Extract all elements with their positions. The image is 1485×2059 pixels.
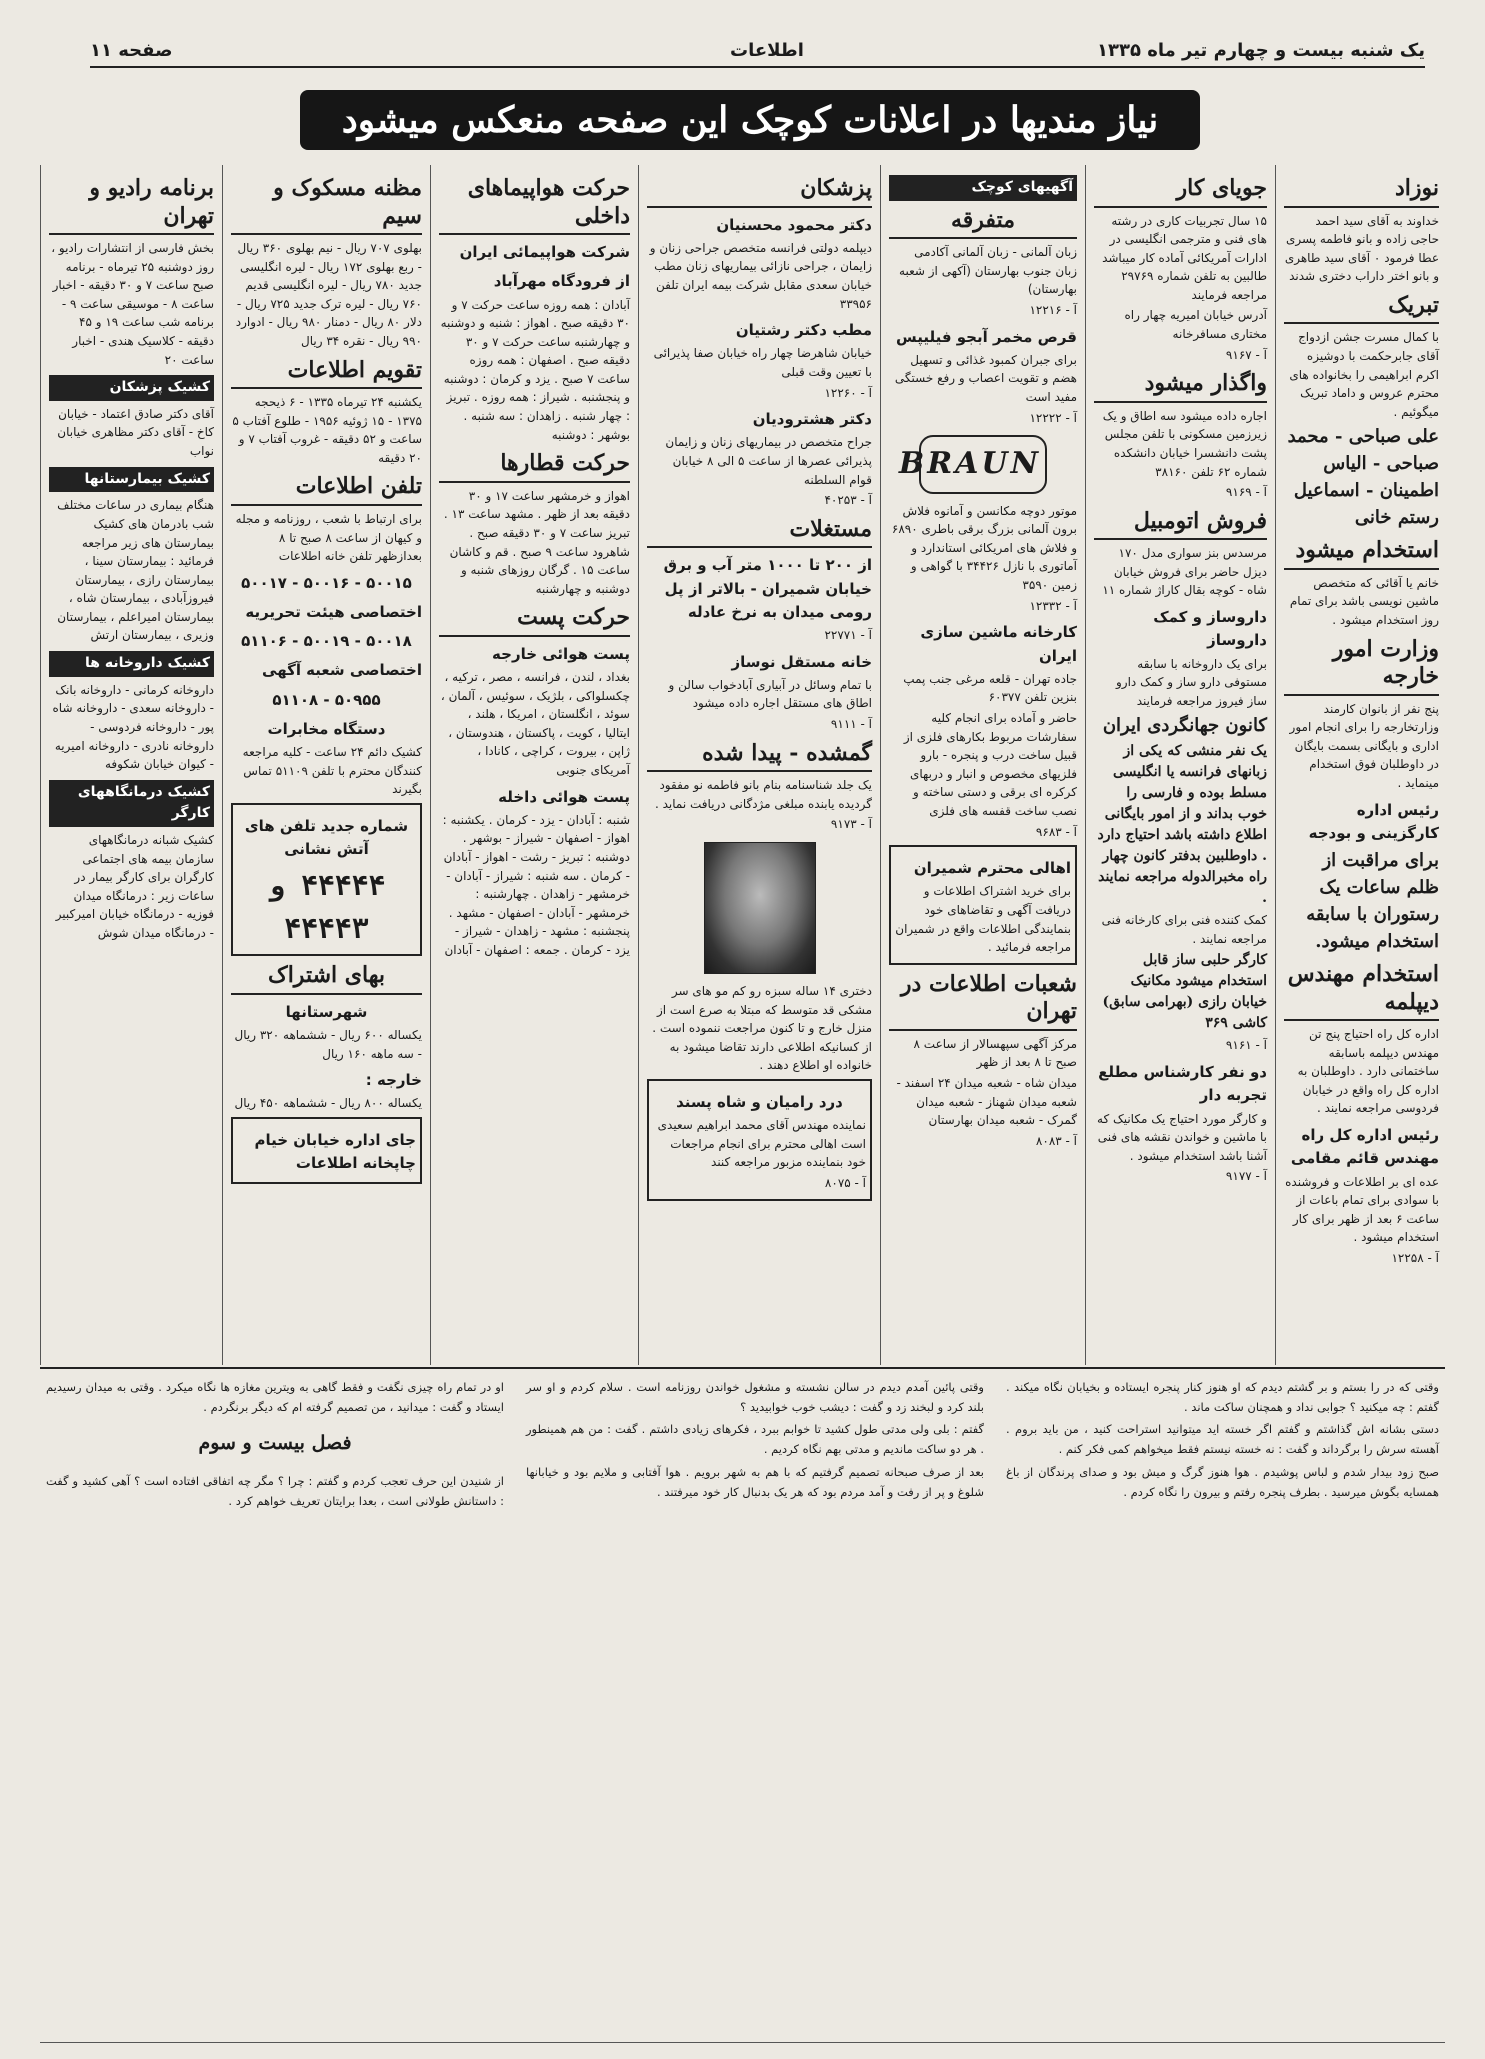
congratulations-text: با کمال مسرت جشن ازدواج آقای جابرحکمت با دوشیزه اکرم ابراهیمی را بخانواده های محترم عروس و داماد تبریک میگوئیم . <box>1289 330 1439 419</box>
column-1 <box>1275 165 1447 1365</box>
ads-branch-label: اختصاصی شعبه آگهی <box>262 661 422 680</box>
story-paragraph: از شنیدن این حرف تعجب کردم و گفتم : چرا ؟ مگر چه اتفاقی افتاده است ؟ آهی کشید و گفت : داستانش طولانی است ، بعدا برایتان تعریف خواهم کرد . <box>46 1473 504 1508</box>
ref-code: آ - ۹۱۷۳ <box>830 817 872 832</box>
story-chapter-title: فصل بیست و سوم <box>198 1432 352 1455</box>
story-column-3 <box>40 1375 510 2035</box>
engineer-hiring-text: اداره کل راه احتیاج پنج تن مهندس دیپلمه باسابقه ساختمانی دارد . داوطلبان به اداره کل راه واقع در خیابان فردوسی مراجعه نمایند . <box>1297 1027 1439 1116</box>
ref-code: آ - ۸۰۷۵ <box>824 1175 866 1190</box>
technical-assistant: کمک کننده فنی برای کارخانه فنی مراجعه نمایند . <box>1101 913 1267 946</box>
story-paragraph: صبح زود بیدار شدم و لباس پوشیدم . هوا هنوز گرگ و میش بود و صدای پرندگان از باغ همسایه بگوش میرسید . بطرف پنجره رفتم و بیرون را نگاه کردم . <box>1006 1464 1439 1499</box>
ref-code: آ - ۸۰۸۳ <box>1035 1133 1077 1148</box>
editorial-numbers: ۵۰۰۱۸ - ۵۰۰۱۹ - ۵۱۱۰۶ <box>241 632 412 651</box>
train-schedule: اهواز و خرمشهر ساعت ۱۷ و ۳۰ دقیقه بعد از ظهر . مشهد ساعت ۱۳ . تبریز ساعت ۷ و ۳۰ دقیقه صبح . شاهرود ساعت ۹ صبح . قم و کاشان ساعت ۱۵ . گرگان روزهای شنبه و دوشنبه و چهارشنبه <box>443 488 630 596</box>
heading-post: حرکت پست <box>439 604 630 637</box>
tourism-center-text: یک نفر منشی که یکی از زبانهای فرانسه یا انگلیسی مسلط بوده و فارسی را خوب بداند و از امور بایگانی اطلاع داشته باشد احتیاج دارد . داوطلبین بدفتر کانون چهار راه مخبرالدوله مراجعه نمایند . <box>1097 743 1267 907</box>
foreign-prices: یکساله ۸۰۰ ریال - ششماهه ۴۵۰ ریال <box>234 1096 422 1111</box>
missing-girl-text: دختری ۱۴ ساله سبزه رو کم مو های سر مشکی قد متوسط که مبتلا به صرع است از منزل خارج و تا کنون مراجعت ننموده است . از کسانیکه اطلاعی دارند تقاضا میشود به خانواده او اطلاع دهند . <box>652 983 872 1073</box>
ref-code: آ - ۲۲۷۷۱ <box>824 628 872 643</box>
salesperson-ad: عده ای بر اطلاعات و فروشنده با سوادی برای تمام باعات از ساعت ۶ بعد از ظهر برای کار استخدام میشود . <box>1285 1174 1439 1245</box>
fire-dept-heading: شماره جدید تلفن های آتش نشانی <box>244 817 409 859</box>
pharmacies-on-call-text: داروخانه کرمانی - داروخانه بانک - داروخانه سعدی - داروخانه شاه پور - داروخانه فردوسی - داروخانه نادری - داروخانه امیریه - کیوان خیابان شکوفه <box>52 682 214 772</box>
foreign-airmail-text: بغداد ، لندن ، فرانسه ، مصر ، ترکیه ، چکسلواکی ، بلژیک ، سوئیس ، آلمان ، سوئد ، انگلستان ، امریکا ، هلند ، ایتالیا ، کویت ، پاکستان ، هندوستان ، ژاپن ، بیروت ، کراچی ، کانادا ، آمریکای جنوبی <box>440 670 630 778</box>
heading-births: نوزاد <box>1284 175 1439 208</box>
branches-list: میدان شاه - شعبه میدان ۲۴ اسفند - شعبه میدان شهناز - شعبه میدان گمرک - شعبه میدان بهارستان <box>896 1075 1077 1128</box>
missing-girl-photo <box>704 842 816 974</box>
ref-code: آ - ۱۲۲۶۰ <box>824 385 872 400</box>
header-paper: اطلاعات <box>730 40 804 61</box>
publisher-note: جای اداره خیابان خیام چاپخانه اطلاعات <box>254 1131 416 1173</box>
story-paragraph: گفتم : بلی ولی مدتی طول کشید تا خوابم ببرد ، فکرهای زیادی داشتم . گفت : من هم همینطور . هر دو ساکت ماندیم و مدتی بهم نگاه کردیم . <box>526 1422 984 1457</box>
heading-congratulations: تبریک <box>1284 292 1439 325</box>
ads-branch-numbers: ۵۰۹۵۵ - ۵۱۱۰۸ <box>272 690 381 709</box>
congratulations-signers: علی صباحی - محمد صباحی - الیاس اطمینان - اسماعیل رستم خانی <box>1287 426 1439 529</box>
shemiran-heading: اهالی محترم شمیران <box>913 859 1071 878</box>
coin-prices-text: بهلوی ۷۰۷ ریال - نیم بهلوی ۳۶۰ ریال - ربع بهلوی ۱۷۲ ریال - لیره انگلیسی جدید ۷۸۰ ریال - لیره انگلیسی قدیم ۷۶۰ ریال - لیره ترک جدید ۷۲۵ ریال - دلار ۸۰ ریال - دمنار ۹۸۰ ریال - ادوارد ۹۹۰ ریال - نقره ۳۴ ریال <box>235 241 422 348</box>
column-2 <box>1085 165 1275 1365</box>
ref-code: آ - ۱۲۲۱۶ <box>1029 302 1077 317</box>
house-ad-text: با تمام وسائل در آبیاری آبادخواب سالن و اطاق های مستقل اجاره داده میشود <box>668 677 872 711</box>
story-column-2 <box>520 1375 990 2035</box>
ref-code: آ - ۴۰۲۵۳ <box>824 493 872 508</box>
foreign-label: خارجه : <box>365 1071 422 1090</box>
ref-code: آ - ۹۱۶۷ <box>1225 347 1267 362</box>
clinics-on-call-text: کشیک شبانه درمانگاههای سازمان بیمه های اجتماعی کارگران برای کارگر بیمار در ساعات زیر : درمانگاه میدان فوزیه - درمانگاه خیابان امیرکبیر - درمانگاه میدان شوش <box>55 833 214 941</box>
rental-text: اجاره داده میشود سه اطاق و یک زیرزمین مسکونی با تلفن مجلس پشت دانشسرا خیابان دانشکده شماره ۶۲ تلفن ۳۸۱۶۰ <box>1102 408 1267 479</box>
tourism-center: کانون جهانگردی ایران <box>1102 715 1267 737</box>
representative-heading: درد رامیان و شاه پسند <box>676 1092 843 1111</box>
ref-code: آ - ۹۱۷۷ <box>1225 1169 1267 1184</box>
doctor-text: جراح متخصص در بیماریهای زنان و زایمان پذیرائی عصرها از ساعت ۵ الی ۸ خیابان قوام السلطنه <box>665 435 872 487</box>
telecom-text: کشیک دائم ۲۴ ساعت - کلیه مراجعه کنندگان محترم با تلفن ۵۱۱۰۹ تماس بگیرند <box>242 745 422 797</box>
personnel-head: رئیس اداره کارگزینی و بودجه <box>1308 800 1439 842</box>
heading-hospitals-on-call: کشیک بیمارستانها <box>49 467 214 493</box>
heading-subscription: بهای اشتراک <box>231 962 422 995</box>
page-bottom-rule <box>40 2042 1445 2043</box>
phone-text: برای ارتباط با شعب ، روزنامه و مجله و کیهان از ساعت ۸ صبح تا ۸ بعدازظهر تلفن خانه اطلاعات <box>235 511 422 564</box>
yeast-tablet-heading: قرص مخمر آبجو فیلیپس <box>896 327 1077 346</box>
doctor-text: دیپلمه دولتی فرانسه متخصص جراحی زنان و زایمان ، جراحی نازائی بیماریهای زنان مطب خیابان سعدی مقابل شرکت بیمه ایران تلفن ۳۳۹۵۶ <box>649 240 872 311</box>
heading-calendar: تقویم اطلاعات <box>231 357 422 390</box>
section-divider <box>40 1367 1445 1369</box>
fire-dept-numbers: ۴۴۴۴۴ و ۴۴۴۴۳ <box>267 868 386 945</box>
telecom-heading: دستگاه مخابرات <box>267 719 386 738</box>
heading-for-transfer: واگذار میشود <box>1094 370 1267 403</box>
domestic-airmail-text: شنبه : آبادان - یزد - کرمان . یکشنبه : اهواز - اصفهان - شیراز - بوشهر . دوشنبه : تبریز - رشت - اهواز - آبادان - کرمان . سه شنبه : شیراز - آبادان - خرمشهر - زاهدان . چهارشنبه : خرمشهر - آبادان - اصفهان - مشهد . پنجشنبه : مشهد - زاهدان - شیراز - یزد - کرمان . جمعه : اصفهان - آبادان <box>442 812 630 958</box>
branches-hours: مرکز آگهی سپهسالار از ساعت ۸ صبح تا ۸ بعد از ظهر <box>913 1036 1077 1070</box>
foreign-airmail-heading: پست هوائی خارجه <box>492 644 630 663</box>
heading-radio: برنامه رادیو و تهران <box>49 175 214 235</box>
domestic-airmail-heading: پست هوائی داخله <box>498 787 630 806</box>
heading-doctors-on-call: کشیک پزشکان <box>49 375 214 401</box>
ref-code: آ - ۱۲۲۲۲ <box>1029 410 1077 425</box>
doctor-name: مطب دکتر رشتیان <box>735 321 872 340</box>
story-paragraph: او در تمام راه چیزی نگفت و فقط گاهی به ویترین مغازه ها نگاه میکرد . وقتی به میدان رسیدیم ایستاد و گفت : میدانید ، من تصمیم گرفته ام که دیگر برنگردم . <box>46 1380 504 1415</box>
doctor-text: خیابان شاهرضا چهار راه خیابان صفا پذیرائی با تعیین وقت قبلی <box>653 346 872 379</box>
heading-misc: متفرقه <box>889 207 1077 240</box>
editorial-label: اختصاصی هیئت تحریریه <box>245 602 422 621</box>
ref-code: آ - ۱۲۳۳۲ <box>1029 598 1077 613</box>
heading-clinics-on-call: کشیک درمانگاههای کارگر <box>49 780 214 827</box>
machinery-text: حاضر و آماده برای انجام کلیه سفارشات مربوط بکارهای فلزی از قبیل ساخت درب و پنجره - بارو فلزیهای مخصوص و انبار و دربهای کرکره ای برقی و دستی ساخته و نصب ساخت قفسه های فلزی <box>903 710 1077 818</box>
shemiran-text: برای خرید اشتراک اطلاعات و دریافت آگهی و تقاضاهای خود بنمایندگی اطلاعات واقع در شمیران مراجعه فرمائید . <box>895 884 1071 955</box>
heading-engineer-hiring: استخدام مهندس دیپلمه <box>1284 961 1439 1021</box>
ref-code: آ - ۹۱۶۱ <box>1225 1038 1267 1053</box>
column-7 <box>40 165 222 1365</box>
column-4 <box>638 165 880 1365</box>
hiring-text: خانم یا آقائی که متخصص ماشین نویسی باشد برای تمام روز استخدام میشود . <box>1289 575 1439 628</box>
heading-pharmacies-on-call: کشیک داروخانه ها <box>49 651 214 677</box>
story-paragraph: وقتی که در را بستم و بر گشتم دیدم که او هنوز کنار پنجره ایستاده و بخیابان نگاه میکند . گفتم : چه میکنید ؟ جوابی نداد و همچنان ساکت ماند . <box>1006 1380 1439 1415</box>
birth-announcement: خداوند به آقای سید احمد حاجی زاده و بانو فاطمه پسری عطا فرمود ۰ آقای سید طاهری و بانو اختر داراب دختری شدند <box>1284 213 1439 284</box>
page-banner: نیاز مندیها در اعلانات کوچک این صفحه منعکس میشود <box>300 90 1200 150</box>
column-6 <box>222 165 430 1365</box>
heading-foreign-ministry: وزارت امور خارجه <box>1284 636 1439 696</box>
radio-text: بخش فارسی از انتشارات رادیو ، روز دوشنبه ۲۵ تیرماه - برنامه صبح ساعت ۷ و ۳۰ دقیقه - اخبار ساعت ۸ - موسیقی ساعت ۹ - برنامه شب ساعت ۱۹ و ۴۵ دقیقه - کلاسیک هندی - اخبار ساعت ۲۰ <box>51 241 214 367</box>
tinsmith-ad: کارگر حلبی ساز قابل استخدام میشود مکانیک خیابان رازی (بهرامی سابق) کاشی ۳۶۹ <box>1102 952 1267 1032</box>
house-ad-heading: خانه مستقل نوساز <box>731 652 872 671</box>
column-5 <box>430 165 638 1365</box>
experts-heading: دو نفر کارشناس مطلع تجربه دار <box>1098 1063 1267 1105</box>
heading-car-sale: فروش اتومبیل <box>1094 508 1267 541</box>
page-header <box>90 38 1425 68</box>
flight-schedule: آبادان : همه روزه ساعت حرکت ۷ و ۳۰ دقیقه صبح . اهواز : شنبه و دوشنبه و چهارشنبه ساعت حرکت ۷ و ۳۰ دقیقه صبح . اصفهان : همه روزه ساعت ۷ صبح . یزد و کرمان : دوشنبه و پنجشنبه . شیراز : همه روزه . تبریز : چهار شنبه . زاهدان : سه شنبه . بوشهر : دوشنبه <box>440 297 630 442</box>
car-sale-text: مرسدس بنز سواری مدل ۱۷۰ دیزل حاضر برای فروش خیابان شاه - کوچه بقال کاراژ شماره ۱۱ <box>1102 546 1267 598</box>
machinery-address: جاده تهران - قلعه مرغی جنب پمپ بنزین تلفن ۶۰۳۷۷ <box>903 671 1077 705</box>
machinery-heading: کارخانه ماشین سازی ایران <box>920 623 1077 665</box>
heading-hiring: استخدام میشود <box>1284 537 1439 570</box>
airport-name: از فرودگاه مهرآباد <box>493 272 630 291</box>
experts-text: و کارگر مورد احتیاج یک مکانیک که با ماشین و خواندن نقشه های فنی آشنا باشد استخدام میشود . <box>1097 1111 1267 1163</box>
calendar-text: یکشنبه ۲۴ تیرماه ۱۳۳۵ - ۶ ذیحجه ۱۳۷۵ - ۱۵ ژوئیه ۱۹۵۶ - طلوع آفتاب ۵ ساعت و ۵۲ دقیقه - غروب آفتاب ۷ و ۲۰ دقیقه <box>232 395 422 465</box>
ref-code: آ - ۹۱۱۱ <box>830 717 872 732</box>
heading-phone: تلفن اطلاعات <box>231 473 422 506</box>
doctors-on-call-text: آقای دکتر صادق اعتماد - خیابان کاخ - آقای دکتر مظاهری خیابان نواب <box>57 406 214 459</box>
header-page: صفحه ۱۱ <box>90 40 173 61</box>
heading-branches: شعبات اطلاعات در تهران <box>889 971 1077 1031</box>
job-seeker-text: ۱۵ سال تجربیات کاری در رشته های فنی و مترجمی انگلیسی در ادارات آمریکائی آماده کار میباشد طالبین به تلفن شماره ۲۹۷۶۹ مراجعه فرمایند <box>1102 213 1267 302</box>
hospitals-on-call-text: هنگام بیماری در ساعات مختلف شب بادرمان های کشیک بیمارستان های زیر مراجعه فرمائید : بیمارستان سینا ، بیمارستان رازی ، بیمارستان فیروزآبادی ، بیمارستان شاه ، بیمارستان امیراعلم ، بیمارستان وزیری ، بیمارستان ارتش <box>57 498 214 643</box>
column-3 <box>880 165 1085 1365</box>
lost-id-text: یک جلد شناسنامه بنام بانو فاطمه نو مفقود گردیده یابنده مبلغی مژدگانی دریافت نماید . <box>655 778 872 811</box>
heading-job-seekers: جویای کار <box>1094 175 1267 208</box>
job-seeker-address: آدرس خیابان امیریه چهار راه مختاری مسافرخانه <box>1124 308 1267 342</box>
heading-domestic-flights: حرکت هواپیماهای داخلی <box>439 175 630 235</box>
doctor-name: دکتر هشترودیان <box>752 410 872 429</box>
german-language-ad: زبان آلمانی - زبان آلمانی آکادمی زبان جنوب بهارستان (آکهی از شعبه بهارستان) <box>899 245 1077 297</box>
heading-lost-found: گمشده - پیدا شده <box>647 740 872 773</box>
header-date: یک شنبه بیست و چهارم تیر ماه ۱۳۳۵ <box>1097 40 1425 61</box>
heading-physicians: پزشکان <box>647 175 872 208</box>
provinces-label: شهرستانها <box>285 1002 368 1021</box>
land-ad-heading: از ۲۰۰ تا ۱۰۰۰ متر آب و برق خیابان شمیران - بالاتر از پل رومی میدان به نرخ عادله <box>663 556 872 621</box>
heading-real-estate: مستغلات <box>647 516 872 549</box>
doctor-name: دکتر محمود محسنیان <box>716 215 872 234</box>
road-director: رئیس اداره کل راه مهندس قائم مقامی <box>1290 1126 1439 1168</box>
pharmacist-text: برای یک داروخانه با سابقه مستوفی دارو ساز و کمک دارو ساز فیروز مراجعه فرمایند <box>1116 656 1267 708</box>
representative-text: نماینده مهندس آقای محمد ابراهیم سعیدی است اهالی محترم برای انجام مراجعات خود بنماینده مزبور مراجعه کنند <box>657 1118 866 1170</box>
pharmacist-heading: داروساز و کمک داروساز <box>1153 608 1267 650</box>
ref-code: آ - ۹۱۶۹ <box>1225 485 1267 500</box>
yeast-tablet-text: برای جبران کمبود غذائی و تسهیل هضم و تقویت اعصاب و رفع خستگی مفید است <box>894 352 1077 404</box>
foreign-ministry-text: پنج نفر از بانوان کارمند وزارتخارجه را برای انجام امور اداری و بایگانی بسمت بایگان در داوطلبان فوق استخدام مینماید . <box>1289 701 1439 790</box>
ref-code: آ - ۱۲۲۵۸ <box>1391 1250 1439 1265</box>
story-paragraph: وقتی پائین آمدم دیدم در سالن نشسته و مشغول خواندن روزنامه است . سلام کردم و او سر بلند کرد و لبخند زد و گفت : دیشب خوب خوابیدید ؟ <box>526 1380 984 1415</box>
story-paragraph: بعد از صرف صبحانه تصمیم گرفتیم که با هم به شهر برویم . هوا آفتابی و ملایم بود و خیابانها شلوغ و پر از رفت و آمد مردم بود که هر یک بدنبال کار خود میرفتند . <box>526 1464 984 1499</box>
braun-ad-text: موتور دوچه مکانسن و آمانوه فلاش برون آلمانی بزرگ برقی باطری ۶۸۹۰ و فلاش های امریکائی استاندارد و آماتوری با نازل ۳۴۴۲۶ با گواهی و زمین ۳۵۹۰ <box>891 503 1077 593</box>
braun-logo: BRAUN <box>919 435 1047 494</box>
small-ads-header: آگهیهای کوچک <box>889 175 1077 201</box>
story-column-1 <box>1000 1375 1445 2035</box>
heading-coin-prices: مظنه مسکوک و سیم <box>231 175 422 235</box>
story-paragraph: دستی بشانه اش گذاشتم و گفتم اگر خسته اید میتوانید استراحت کنید ، من باید بروم . آهسته سرش را برگرداند و گفت : نه خسته نیستم فقط میخواهم کمی فکر کنم . <box>1006 1422 1439 1457</box>
phone-numbers: ۵۰۰۱۵ - ۵۰۰۱۶ - ۵۰۰۱۷ <box>241 573 412 592</box>
restaurant-ad: برای مراقبت از ظلم ساعات یک رستوران با سابقه استخدام میشود. <box>1306 850 1439 953</box>
heading-trains: حرکت قطارها <box>439 450 630 483</box>
airline-name: شرکت هواپیمائی ایران <box>459 243 630 261</box>
provinces-prices: یکساله ۶۰۰ ریال - ششماهه ۳۲۰ ریال - سه ماهه ۱۶۰ ریال <box>234 1028 422 1061</box>
ref-code: آ - ۹۶۸۳ <box>1035 824 1077 839</box>
